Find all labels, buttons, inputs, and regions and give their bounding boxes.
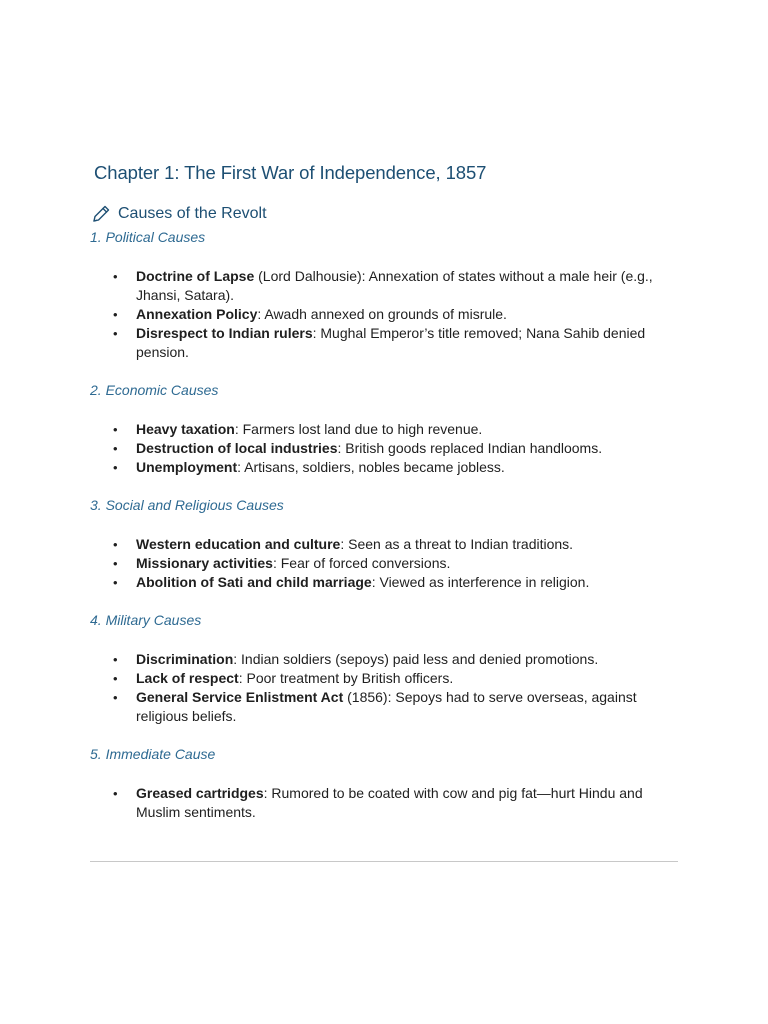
bullet-marker: • — [113, 537, 118, 552]
bullet-marker: • — [113, 441, 118, 456]
item-description: (Lord Dalhousie): Annexation of states without a male heir (e.g., Jhansi, Satara). — [136, 268, 653, 303]
bullet-list — [90, 784, 680, 822]
item-term: Discrimination — [136, 651, 234, 667]
item-description: : Fear of forced conversions. — [272, 555, 451, 571]
subsection-heading: 5. Immediate Cause — [90, 746, 216, 762]
item-description: : Seen as a threat to Indian traditions. — [340, 536, 574, 552]
list-item — [113, 439, 680, 458]
list-item — [113, 324, 680, 362]
subsection-heading: 1. Political Causes — [90, 229, 206, 245]
item-term: Greased cartridges — [136, 785, 264, 801]
bullet-marker: • — [113, 307, 118, 322]
list-item — [113, 784, 680, 822]
list-item — [113, 305, 680, 324]
document-page — [90, 160, 680, 822]
bullet-marker: • — [113, 652, 118, 667]
item-description: (1856): Sepoys had to serve overseas, against religious beliefs. — [136, 689, 637, 724]
item-term: General Service Enlistment Act — [136, 689, 344, 705]
subsections-container — [90, 227, 680, 822]
item-description: : Farmers lost land due to high revenue. — [234, 421, 483, 437]
item-term: Missionary activities — [136, 555, 273, 571]
list-item — [113, 554, 680, 573]
pen-icon — [90, 203, 112, 225]
subsection-heading: 4. Military Causes — [90, 612, 202, 628]
item-term: Annexation Policy — [136, 306, 258, 322]
item-term: Abolition of Sati and child marriage — [136, 574, 372, 590]
bullet-list — [90, 420, 680, 477]
bullet-list — [90, 267, 680, 362]
subsection-heading: 2. Economic Causes — [90, 382, 219, 398]
bullet-marker: • — [113, 460, 118, 475]
item-description: : Poor treatment by British officers. — [238, 670, 454, 686]
horizontal-divider — [90, 861, 678, 862]
list-item — [113, 669, 680, 688]
list-item — [113, 573, 680, 592]
bullet-marker: • — [113, 326, 118, 341]
item-term: Lack of respect — [136, 670, 239, 686]
bullet-marker: • — [113, 422, 118, 437]
list-item — [113, 650, 680, 669]
bullet-marker: • — [113, 556, 118, 571]
item-description: : Rumored to be coated with cow and pig fat—hurt Hindu and Muslim sentiments. — [136, 785, 643, 820]
bullet-list — [90, 650, 680, 726]
bullet-marker: • — [113, 575, 118, 590]
subsection-heading: 3. Social and Religious Causes — [90, 497, 284, 513]
item-description: : Artisans, soldiers, nobles became jobless. — [237, 459, 505, 475]
list-item — [113, 688, 680, 726]
section-heading — [90, 201, 680, 227]
item-term: Western education and culture — [136, 536, 341, 552]
bullet-marker: • — [113, 690, 118, 705]
item-description: : British goods replaced Indian handlooms. — [337, 440, 603, 456]
bullet-marker: • — [113, 269, 118, 284]
item-term: Destruction of local industries — [136, 440, 338, 456]
section-title: Causes of the Revolt — [118, 205, 267, 222]
bullet-marker: • — [113, 786, 118, 801]
item-description: : Indian soldiers (sepoys) paid less and denied promotions. — [233, 651, 599, 667]
item-term: Unemployment — [136, 459, 238, 475]
list-item — [113, 458, 680, 477]
chapter-title: Chapter 1: The First War of Independence, 1857 — [94, 162, 487, 183]
list-item — [113, 267, 680, 305]
list-item — [113, 535, 680, 554]
bullet-list — [90, 535, 680, 592]
item-term: Doctrine of Lapse — [136, 268, 255, 284]
item-term: Disrespect to Indian rulers — [136, 325, 313, 341]
item-description: : Mughal Emperor’s title removed; Nana Sahib denied pension. — [136, 325, 646, 360]
item-description: : Viewed as interference in religion. — [371, 574, 590, 590]
item-description: : Awadh annexed on grounds of misrule. — [257, 306, 507, 322]
bullet-marker: • — [113, 671, 118, 686]
item-term: Heavy taxation — [136, 421, 235, 437]
list-item — [113, 420, 680, 439]
